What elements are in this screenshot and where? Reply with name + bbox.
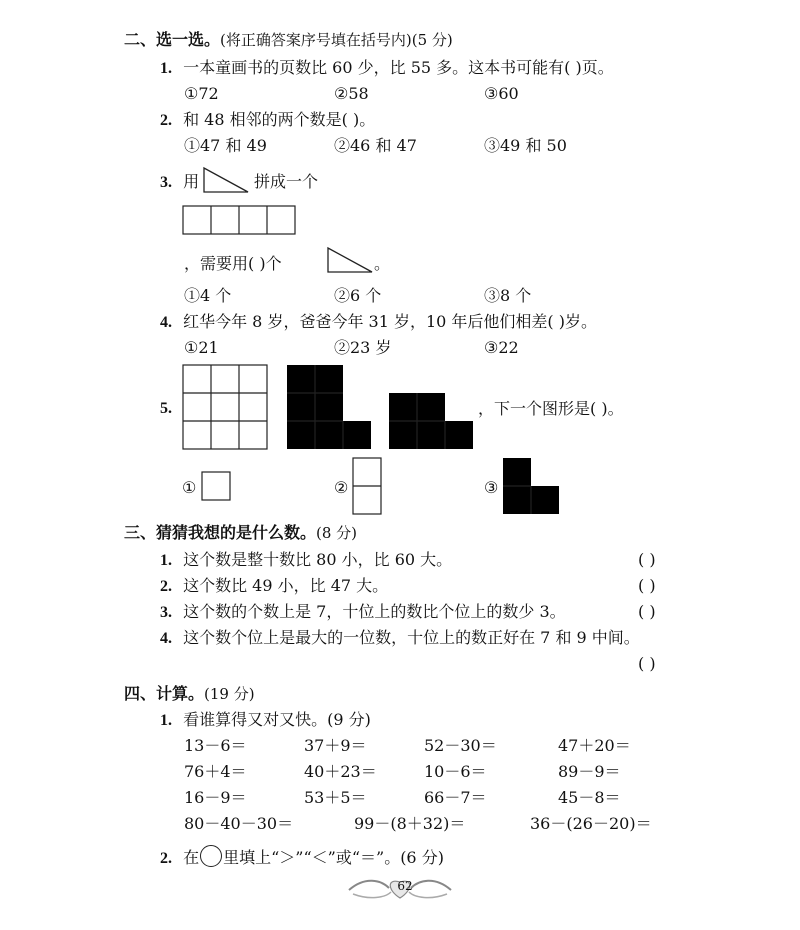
calc-cell: 53＋5＝ — [304, 788, 367, 807]
question-text: 看谁算得又对又快。(9 分) — [183, 710, 371, 729]
section-4-score: (19 分) — [204, 685, 255, 703]
option-c: ③49 和 50 — [484, 136, 567, 155]
guess-item-2 — [160, 576, 388, 597]
option-a: ①72 — [184, 84, 219, 103]
circle-icon — [200, 845, 222, 867]
section-3-title: 三、猜猜我想的是什么数。 — [124, 523, 317, 542]
section-3-score: (8 分) — [316, 524, 358, 542]
pattern-figure-1 — [182, 364, 268, 450]
option-a: ①4 个 — [184, 286, 232, 305]
calc-cell: 13－6＝ — [184, 736, 247, 755]
question-text: 这个数个位上是最大的一位数，十位上的数正好在 7 和 9 中间。 — [183, 628, 640, 647]
question-text: 这个数比 49 小，比 47 大。 — [183, 576, 389, 595]
calc-cell: 10－6＝ — [424, 762, 487, 781]
question-number: 5. — [160, 400, 172, 417]
pattern-figure-2 — [286, 364, 372, 450]
question-number: 1. — [160, 60, 172, 77]
section-3-heading — [124, 523, 357, 543]
calc-question-2 — [160, 845, 444, 869]
option-b: ②23 岁 — [334, 338, 392, 357]
option-a-figure — [201, 471, 231, 501]
question-3-line-1 — [160, 172, 199, 193]
triangle-icon — [326, 246, 374, 274]
question-4 — [160, 312, 597, 333]
calc-cell: 47＋20＝ — [558, 736, 631, 755]
triangle-icon — [202, 166, 250, 194]
option-a-label: ① — [182, 478, 197, 497]
question-text-b: 拼成一个 — [254, 172, 319, 191]
option-b: ②58 — [334, 84, 369, 103]
calc-cell: 45－8＝ — [558, 788, 621, 807]
question-number: 4. — [160, 314, 172, 331]
calc-cell: 16－9＝ — [184, 788, 247, 807]
section-2-note: (将正确答案序号填在括号内)(5 分) — [220, 31, 453, 49]
calc-question-1 — [160, 710, 371, 731]
calc-cell: 36－(26－20)＝ — [530, 814, 652, 833]
question-1 — [160, 58, 614, 79]
question-text: 红华今年 8 岁，爸爸今年 31 岁，10 年后他们相差( )岁。 — [183, 312, 597, 331]
question-text: ，下一个图形是( )。 — [478, 399, 624, 418]
calc-cell: 89－9＝ — [558, 762, 621, 781]
question-number: 4. — [160, 630, 172, 647]
calc-cell: 80－40－30＝ — [184, 814, 294, 833]
question-text: 和 48 相邻的两个数是( )。 — [183, 110, 376, 129]
option-b: ②6 个 — [334, 286, 382, 305]
question-2 — [160, 110, 375, 131]
guess-item-3 — [160, 602, 566, 623]
option-c: ③22 — [484, 338, 519, 357]
answer-blank[interactable]: ( ) — [638, 576, 656, 595]
option-c-figure — [502, 457, 560, 515]
question-text-b: 里填上“＞”“＜”或“＝”。(6 分) — [223, 848, 444, 867]
page-number: 62 — [397, 879, 413, 893]
calc-cell: 40＋23＝ — [304, 762, 377, 781]
calc-cell: 52－30＝ — [424, 736, 497, 755]
question-number: 1. — [160, 712, 172, 729]
answer-blank[interactable]: ( ) — [638, 602, 656, 621]
option-a: ①21 — [184, 338, 219, 357]
section-4-heading — [124, 684, 255, 704]
question-text-a: 在 — [183, 848, 200, 867]
calc-cell: 76＋4＝ — [184, 762, 247, 781]
guess-item-1 — [160, 550, 452, 571]
question-text: 一本童画书的页数比 60 少，比 55 多。这本书可能有( )页。 — [183, 58, 614, 77]
question-text-c: ，需要用( )个 — [184, 254, 282, 273]
question-number: 3. — [160, 604, 172, 621]
pattern-figure-3 — [388, 392, 474, 450]
question-text: 这个数是整十数比 80 小，比 60 大。 — [183, 550, 453, 569]
option-b-figure — [352, 457, 382, 515]
section-2-title: 二、选一选。 — [124, 30, 221, 49]
question-text-a: 用 — [183, 172, 200, 191]
option-b: ②46 和 47 — [334, 136, 417, 155]
question-text: 这个数的个数上是 7，十位上的数比个位上的数少 3。 — [183, 602, 566, 621]
answer-blank[interactable]: ( ) — [638, 654, 656, 673]
question-number: 1. — [160, 552, 172, 569]
guess-item-4 — [160, 628, 640, 649]
rectangle-grid-icon — [182, 205, 296, 235]
question-3-line-2 — [184, 254, 282, 274]
section-2-heading — [124, 30, 453, 50]
answer-blank[interactable]: ( ) — [638, 550, 656, 569]
question-text-d: 。 — [374, 254, 391, 273]
option-c: ③60 — [484, 84, 519, 103]
calc-cell: 99－(8＋32)＝ — [354, 814, 466, 833]
question-number: 2. — [160, 578, 172, 595]
question-number: 3. — [160, 174, 172, 191]
option-c: ③8 个 — [484, 286, 532, 305]
option-c-label: ③ — [484, 478, 499, 497]
calc-cell: 66－7＝ — [424, 788, 487, 807]
calc-cell: 37＋9＝ — [304, 736, 367, 755]
section-4-title: 四、计算。 — [124, 684, 205, 703]
question-number: 2. — [160, 850, 172, 867]
question-number: 2. — [160, 112, 172, 129]
option-b-label: ② — [334, 478, 349, 497]
option-a: ①47 和 49 — [184, 136, 267, 155]
